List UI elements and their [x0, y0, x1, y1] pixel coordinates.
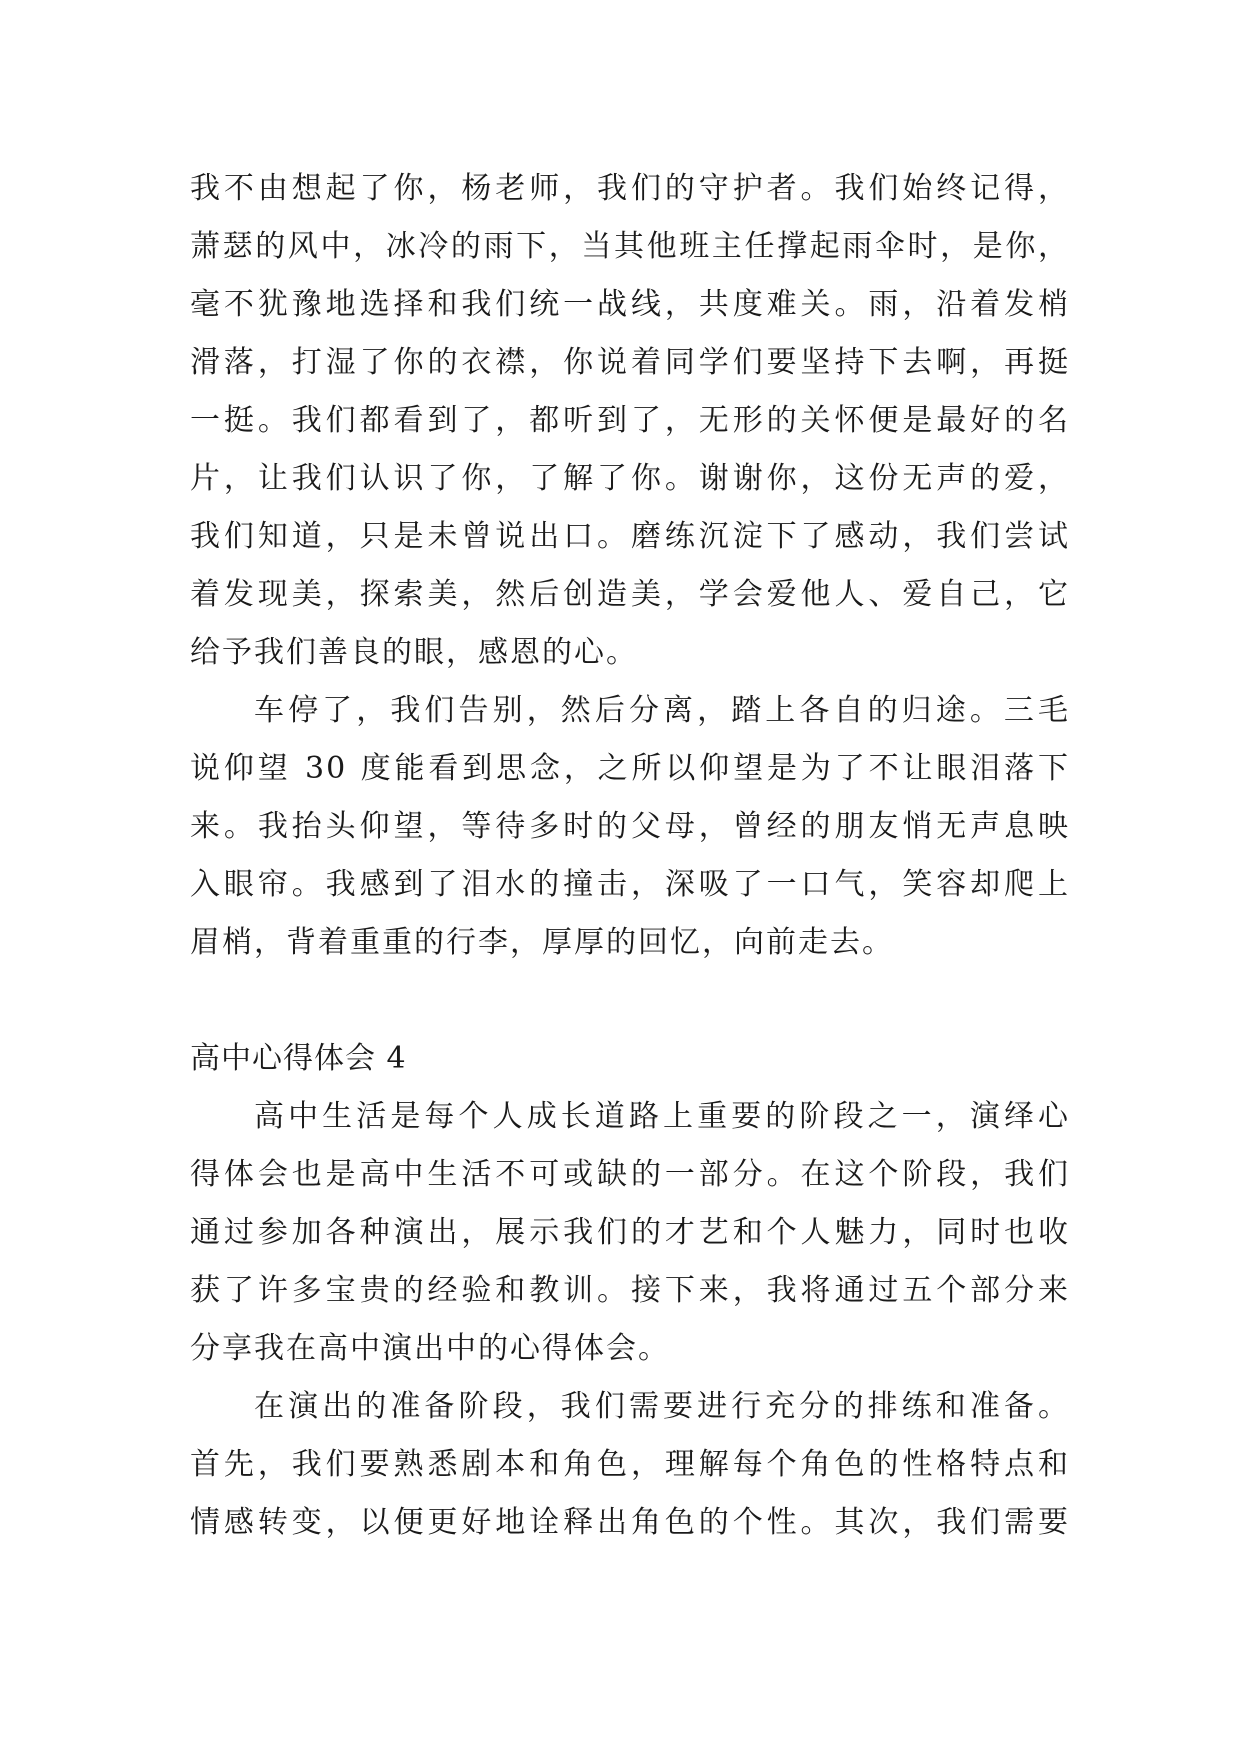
text-line: 滑落，打湿了你的衣襟，你说着同学们要坚持下去啊，再挺	[190, 345, 1070, 380]
paragraph-preparation	[190, 1378, 1070, 1552]
text-line: 通过参加各种演出，展示我们的才艺和个人魅力，同时也收	[190, 1215, 1070, 1250]
text-line: 分享我在高中演出中的心得体会。	[190, 1331, 670, 1366]
text-line: 着发现美，探索美，然后创造美，学会爱他人、爱自己，它	[190, 577, 1070, 612]
paragraph-performance-intro	[190, 1088, 1070, 1378]
text-line: 入眼帘。我感到了泪水的撞击，深吸了一口气，笑容却爬上	[190, 867, 1070, 902]
text-line: 我不由想起了你，杨老师，我们的守护者。我们始终记得，	[190, 171, 1070, 206]
text-line: 毫不犹豫地选择和我们统一战线，共度难关。雨，沿着发梢	[190, 287, 1070, 322]
text-line: 眉梢，背着重重的行李，厚厚的回忆，向前走去。	[190, 925, 894, 960]
text-line: 车停了，我们告别，然后分离，踏上各自的归途。三毛	[254, 693, 1070, 728]
text-line: 高中生活是每个人成长道路上重要的阶段之一，演绎心	[254, 1099, 1070, 1134]
text-line: 说仰望 30 度能看到思念，之所以仰望是为了不让眼泪落下	[190, 751, 1070, 786]
text-line: 来。我抬头仰望，等待多时的父母，曾经的朋友悄无声息映	[190, 809, 1070, 844]
text-line: 获了许多宝贵的经验和教训。接下来，我将通过五个部分来	[190, 1273, 1070, 1308]
text-line: 给予我们善良的眼，感恩的心。	[190, 635, 638, 670]
text-line: 得体会也是高中生活不可或缺的一部分。在这个阶段，我们	[190, 1157, 1070, 1192]
section-heading: 高中心得体会 4	[190, 1041, 407, 1076]
paragraph-farewell	[190, 682, 1070, 972]
text-line: 我们知道，只是未曾说出口。磨练沉淀下了感动，我们尝试	[190, 519, 1070, 554]
paragraph-teacher	[190, 160, 1070, 682]
text-line: 首先，我们要熟悉剧本和角色，理解每个角色的性格特点和	[190, 1447, 1070, 1482]
text-line: 萧瑟的风中，冰冷的雨下，当其他班主任撑起雨伞时，是你，	[190, 229, 1070, 264]
document-body	[190, 160, 1070, 1552]
text-line: 片，让我们认识了你，了解了你。谢谢你，这份无声的爱，	[190, 461, 1070, 496]
text-line: 情感转变，以便更好地诠释出角色的个性。其次，我们需要	[190, 1505, 1070, 1540]
text-line: 在演出的准备阶段，我们需要进行充分的排练和准备。	[254, 1389, 1070, 1424]
section-spacer	[190, 972, 1070, 1030]
text-line: 一挺。我们都看到了，都听到了，无形的关怀便是最好的名	[190, 403, 1070, 438]
